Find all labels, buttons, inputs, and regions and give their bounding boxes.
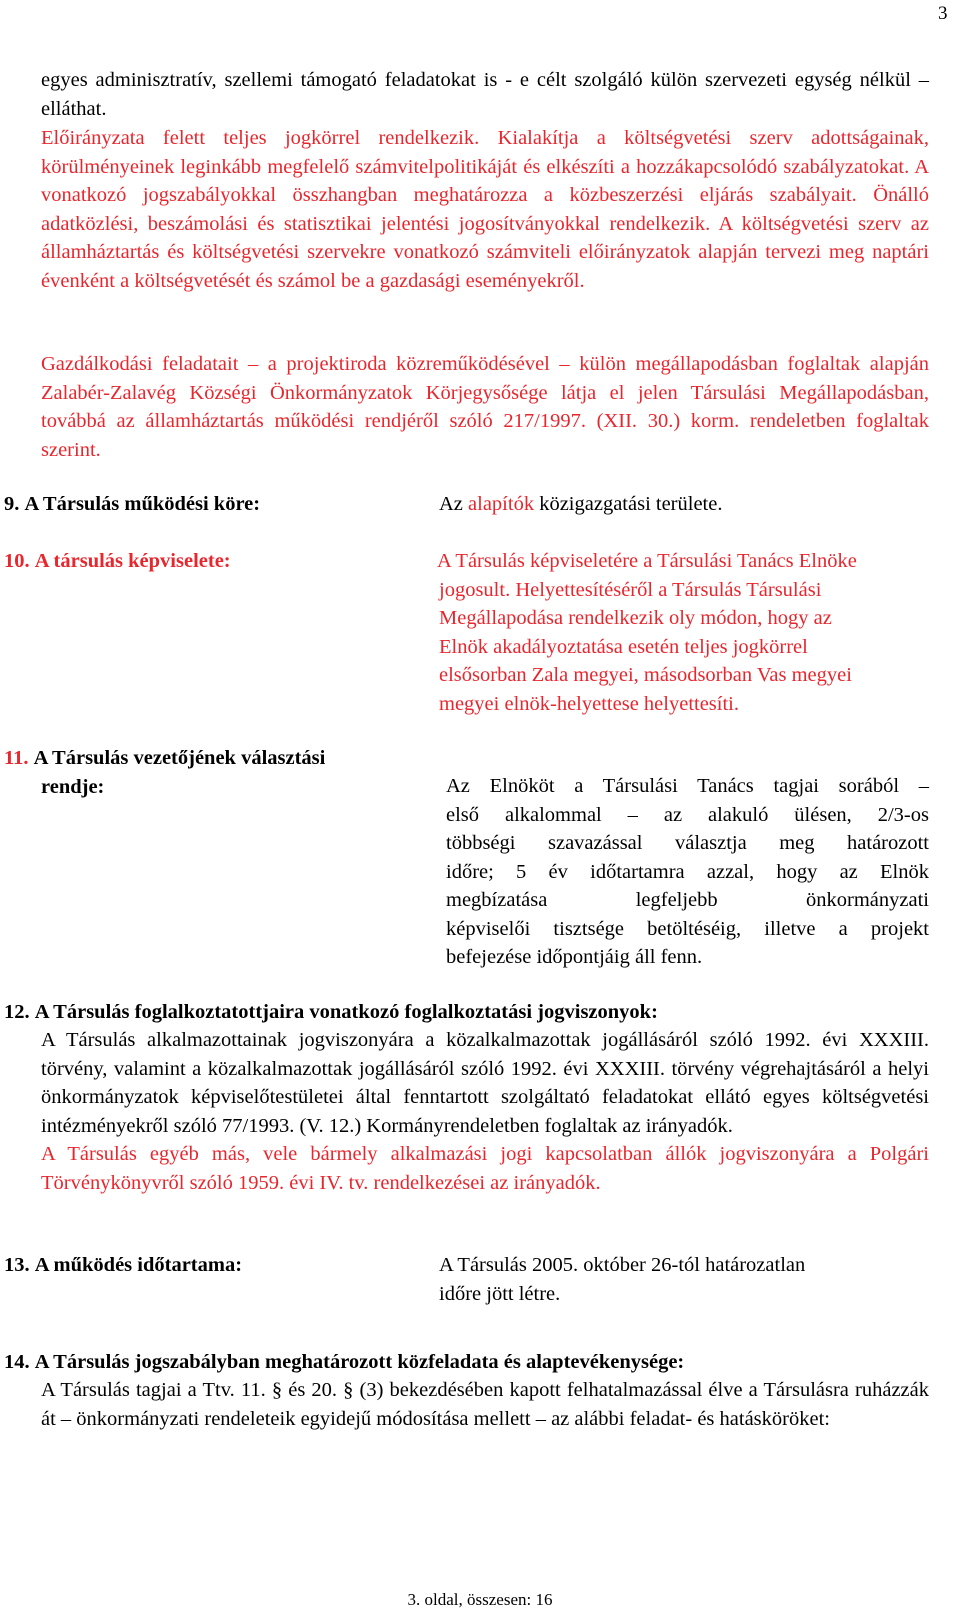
section-10-line: elsősorban Zala megyei, másodsorban Vas megyei [439,664,852,686]
section-11-line: Az Elnököt a Társulási Tanács tagjai sorából – [446,775,929,797]
section-14-number: 14. [4,1351,30,1373]
section-11-body [446,772,929,972]
section-13-line1: A Társulás 2005. október 26-tól határozatlan [439,1254,806,1276]
section-12-body-black: A Társulás alkalmazottainak jogviszonyára a közalkalmazottak jogállásáról szóló 1992. évi XXXIII. törvény, valamint a közalkalmazottak jogállásáról szóló 1992. évi XXXIII. törvény végrehajtásáról a helyi önkormányzatok képviselőtestületei által fenntartott szolgáltató feladatokat ellátó egyes költségvetési intézményekről szóló 77/1993. (V. 12.) Kormányrendeletben foglaltak az irányadók. [41,1029,929,1137]
section-10-line: Elnök akadályoztatása esetén teljes jogkörrel [439,635,808,658]
section-10-line: Megállapodása rendelkezik oly módon, hogy az [439,607,832,629]
section-11-line: megbízatása legfeljebb önkormányzati [446,889,929,911]
section-11-line: képviselői tisztsége betöltéséig, illetve a projekt [446,917,929,940]
section-13-line2: időre jött létre. [439,1282,561,1305]
section-12-number: 12. [4,1001,30,1023]
section-11-number: 11. [4,747,29,769]
section-14-body: A Társulás tagjai a Ttv. 11. § és 20. § (3) bekezdésében kapott felhatalmazással élve a Társulásra ruházzák át – önkormányzati rendeleteik egyidejű módosítása mellett – az alábbi feladat- és hatásköröket: [41,1379,929,1430]
section-13-heading [4,1251,242,1280]
section-12-heading [4,998,658,1027]
section-10-heading [4,547,231,576]
section-13-number: 13. [4,1254,30,1276]
section-11-line: többségi szavazással választja meg határozott [446,832,929,854]
section-9-title: A Társulás működési köre: [24,493,261,515]
paragraph-management: Gazdálkodási feladatait – a projektiroda közreműködésével – külön megállapodásban foglaltak alapján Zalabér-Zalavég Községi Önkormányzatok Körjegysősége látja el jelen Társulási Megállapodásban, továbbá az államháztartás működési rendjéről szóló 217/1997. (XII. 30.) korm. rendeletben foglaltak szerint. [41,353,929,461]
section-13-body [439,1251,805,1308]
section-10-body [437,547,929,718]
paragraph-budget: Előirányzata felett teljes jogkörrel rendelkezik. Kialakítja a költségvetési szerv adottságainak, körülményeinek leginkább megfelelő számvitelpolitikáját és elkészíti a hozzákapcsolódó szabályzatokat. A vonatkozó jogszabályokkal összhangban meghatározza a közbeszerzési eljárás szabályait. Önálló adatközlési, beszámolási és statisztikai jelentési jogosítványokkal rendelkezik. A költségvetési szerv az államháztartás és költségvetési szervekre vonatkozó számviteli előirányzatok alapján tervezi meg naptári évenként a költségvetését és számol be a gazdasági eseményekről. [41,127,929,292]
section-11-line: első alkalommal – az alakuló ülésen, 2/3-os [446,803,929,826]
section-9-value-c: közigazgatási területe. [534,493,723,515]
section-12-body-red: A Társulás egyéb más, vele bármely alkalmazási jogi kapcsolatban állók jogviszonyára a Polgári Törvénykönyvről szóló 1959. évi IV. tv. rendelkezései az irányadók. [41,1143,929,1194]
section-9-value [439,490,722,519]
section-10-number: 10. [4,550,30,572]
section-11-title-line1: A Társulás vezetőjének választási [33,747,326,769]
section-11-line: időre; 5 év időtartamra azzal, hogy az Elnök [446,860,929,883]
page-number: 3 [938,3,948,24]
section-10-line: jogosult. Helyettesítéséről a Társulás Társulási [439,578,822,601]
section-11-line: befejezése időpontjáig áll fenn. [446,946,703,968]
section-9-heading [4,490,260,519]
section-13-title: A működés időtartama: [34,1254,243,1276]
paragraph-intro: egyes adminisztratív, szellemi támogató feladatokat is - e célt szolgáló külön szervezeti egység nélkül – elláthat. [41,69,929,120]
section-12-title: A Társulás foglalkoztatottjaira vonatkozó foglalkoztatási jogviszonyok: [34,1001,658,1023]
section-9-value-a: Az [439,493,469,515]
section-10-title: A társulás képviselete: [34,550,231,572]
section-11-heading [4,744,325,801]
section-9-value-b: alapítók [468,493,535,515]
section-14-heading [4,1348,684,1377]
section-10-line: A Társulás képviseletére a Társulási Tanács Elnöke [437,550,857,572]
section-10-line: megyei elnök-helyettese helyettesíti. [439,692,739,715]
section-11-title-line2: rendje: [41,775,105,798]
page-footer: 3. oldal, összesen: 16 [407,1590,553,1609]
section-12-body [41,1026,929,1197]
section-9-number: 9. [4,493,20,515]
section-14-title: A Társulás jogszabályban meghatározott közfeladata és alaptevékenysége: [34,1351,685,1373]
